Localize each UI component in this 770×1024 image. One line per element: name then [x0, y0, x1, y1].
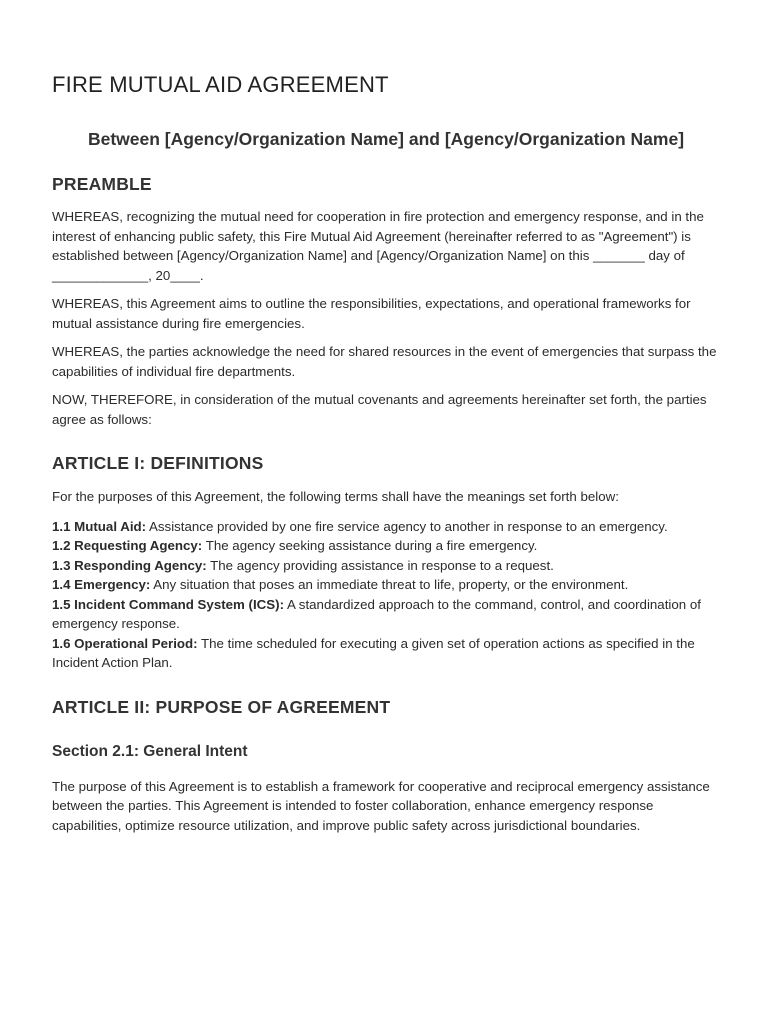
definition-requesting-agency — [52, 536, 720, 556]
definition-mutual-aid — [52, 517, 720, 537]
section-2-1-paragraph: The purpose of this Agreement is to establish a framework for cooperative and reciprocal emergency assistance between the parties. This Agreement is intended to foster collaboration, enhance emergency response capabilities, optimize resource utilization, and improve public safety across jurisdictional boundaries. — [52, 778, 710, 833]
preamble-paragraph: NOW, THEREFORE, in consideration of the mutual covenants and agreements hereinafter set forth, the parties agree as follows: — [52, 392, 707, 427]
definition-text: Any situation that poses an immediate threat to life, property, or the environment. — [150, 577, 629, 592]
preamble-paragraph: WHEREAS, the parties acknowledge the need for shared resources in the event of emergencies that surpass the capabilities of individual fire departments. — [52, 344, 717, 379]
definition-term: 1.4 Emergency: — [52, 577, 151, 592]
document-subtitle: Between [Agency/Organization Name] and [Agency/Organization Name] — [87, 129, 685, 149]
article-1-heading: ARTICLE I: DEFINITIONS — [52, 453, 264, 473]
definition-emergency — [52, 575, 720, 595]
definition-text: The agency providing assistance in response to a request. — [206, 557, 554, 573]
preamble-paragraph: WHEREAS, recognizing the mutual need for cooperation in fire protection and emergency response, and in the interest of enhancing public safety, this Fire Mutual Aid Agreement (hereinafter referred to as "Agreement") is established between [Agency/Organization Name] and [Agency/Organization Name] on this _______ day of _____________, 20____. — [52, 209, 704, 283]
definition-term: 1.3 Responding Agency: — [52, 557, 207, 573]
definition-term: 1.5 Incident Command System (ICS): — [52, 596, 285, 612]
document-title: FIRE MUTUAL AID AGREEMENT — [52, 72, 389, 97]
definition-text: A standardized approach to the command, control, and coordination of emergency response. — [52, 596, 701, 631]
article-2-heading: ARTICLE II: PURPOSE OF AGREEMENT — [52, 696, 391, 717]
definition-operational-period — [52, 634, 720, 673]
section-2-1-heading: Section 2.1: General Intent — [52, 742, 248, 760]
definition-term: 1.6 Operational Period: — [52, 635, 198, 651]
definition-text: The agency seeking assistance during a fire emergency. — [202, 538, 538, 553]
definition-text: Assistance provided by one fire service agency to another in response to an emergency. — [146, 518, 668, 534]
preamble-heading: PREAMBLE — [52, 174, 152, 194]
preamble-paragraph: WHEREAS, this Agreement aims to outline the responsibilities, expectations, and operational frameworks for mutual assistance during fire emergencies. — [52, 296, 691, 331]
article-1-intro: For the purposes of this Agreement, the following terms shall have the meanings set forth below: — [52, 489, 619, 504]
definition-text: The time scheduled for executing a given set of operation actions as specified in the Incident Action Plan. — [52, 635, 695, 670]
definition-term: 1.2 Requesting Agency: — [52, 538, 203, 553]
definition-incident-command-system — [52, 595, 720, 634]
definition-responding-agency — [52, 556, 720, 576]
definition-term: 1.1 Mutual Aid: — [52, 518, 147, 534]
